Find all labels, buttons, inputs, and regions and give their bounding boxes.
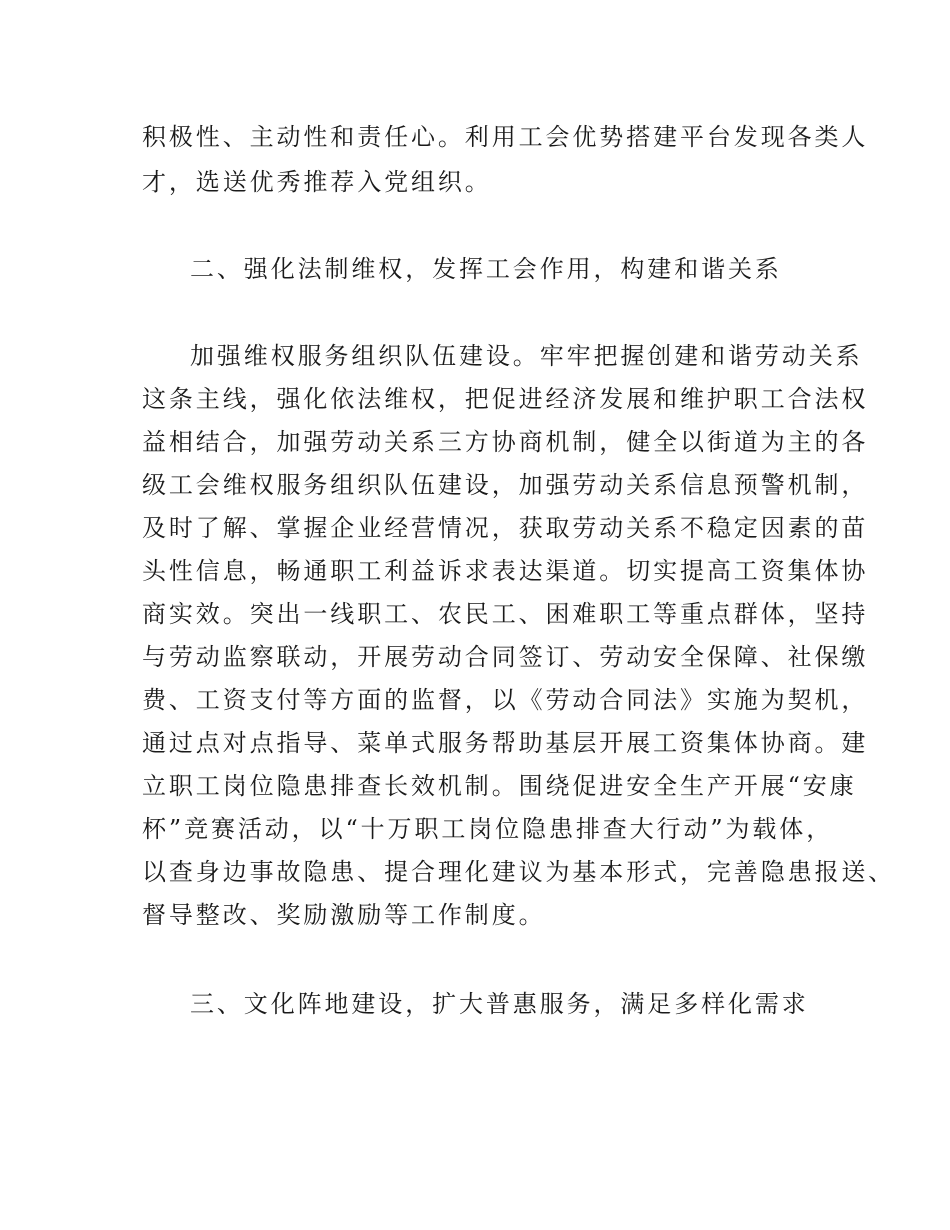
paragraph-2-line: 通过点对点指导、菜单式服务帮助基层开展工资集体协商。建 [142, 729, 869, 757]
paragraph-2-line: 杯”竞赛活动，以“十万职工岗位隐患排查大行动”为载体， [142, 815, 834, 843]
paragraph-1-line: 才，选送优秀推荐入党组织。 [142, 168, 492, 196]
paragraph-2-line: 这条主线，强化依法维权，把促进经济发展和维护职工合法权 [142, 385, 869, 413]
paragraph-2-line: 益相结合，加强劳动关系三方协商机制，健全以街道为主的各 [142, 428, 869, 456]
paragraph-2-line: 加强维权服务组织队伍建设。牢牢把握创建和谐劳动关系 [190, 342, 863, 370]
paragraph-2-line: 商实效。突出一线职工、农民工、困难职工等重点群体，坚持 [142, 600, 869, 628]
section-heading-3: 三、文化阵地建设，扩大普惠服务，满足多样化需求 [190, 990, 809, 1018]
paragraph-2-line: 及时了解、掌握企业经营情况，获取劳动关系不稳定因素的苗 [142, 514, 869, 542]
paragraph-2-line: 头性信息，畅通职工利益诉求表达渠道。切实提高工资集体协 [142, 557, 869, 585]
paragraph-2-line: 督导整改、奖励激励等工作制度。 [142, 901, 546, 929]
paragraph-2-line: 立职工岗位隐患排查长效机制。围绕促进安全生产开展“安康 [142, 772, 857, 800]
paragraph-2-line: 级工会维权服务组织队伍建设，加强劳动关系信息预警机制， [142, 471, 869, 499]
paragraph-2-line: 费、工资支付等方面的监督，以《劳动合同法》实施为契机， [142, 686, 869, 714]
paragraph-2-line: 以查身边事故隐患、提合理化建议为基本形式，完善隐患报送、 [142, 858, 896, 886]
section-heading-2: 二、强化法制维权，发挥工会作用，构建和谐关系 [190, 255, 782, 283]
paragraph-1-line: 积极性、主动性和责任心。利用工会优势搭建平台发现各类人 [142, 123, 869, 151]
paragraph-2-line: 与劳动监察联动，开展劳动合同签订、劳动安全保障、社保缴 [142, 643, 869, 671]
